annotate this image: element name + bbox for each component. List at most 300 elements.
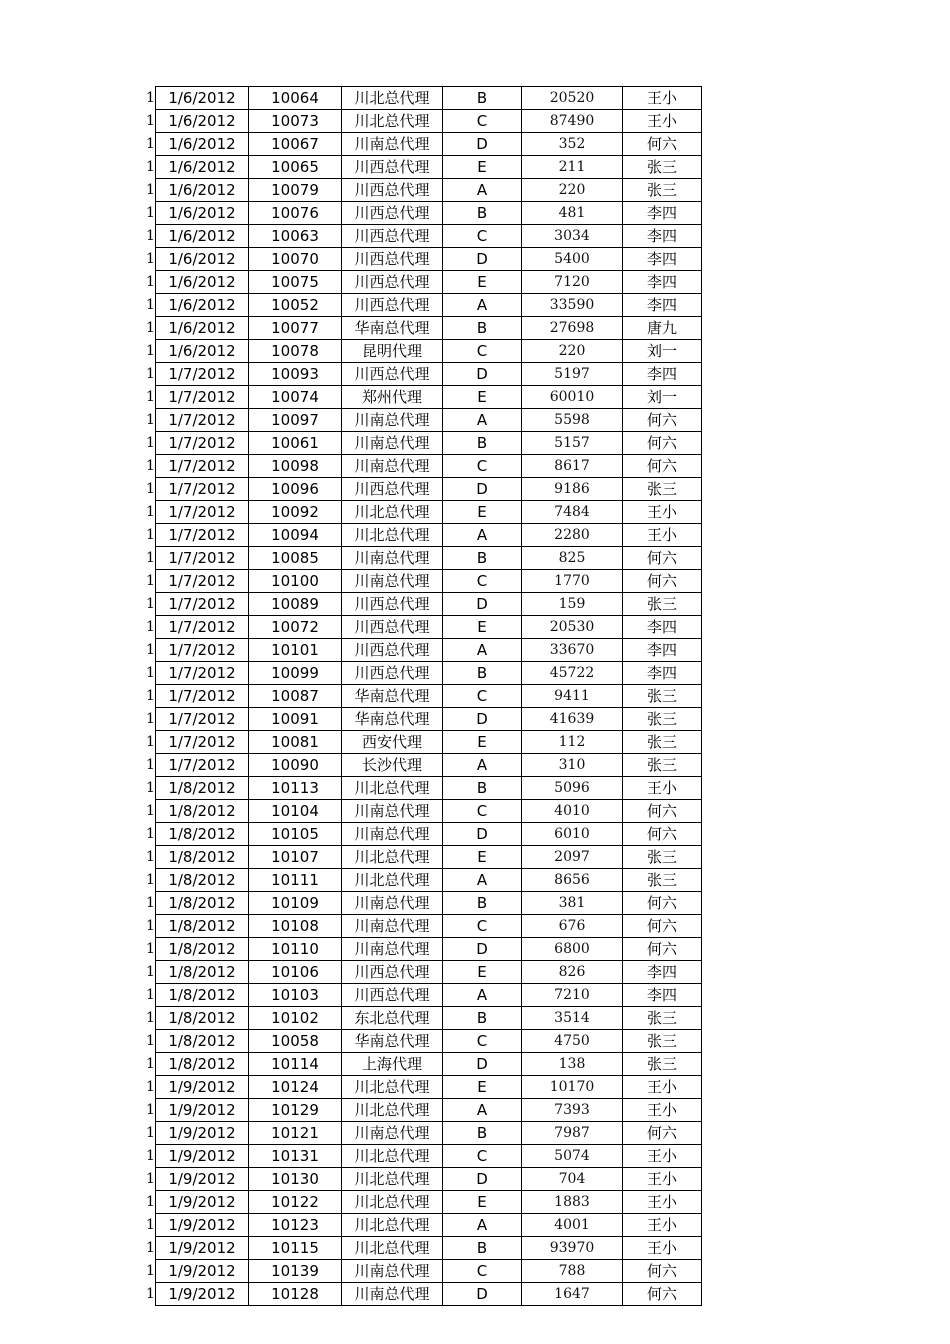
salesperson-cell[interactable]: 何六 xyxy=(623,800,702,823)
order-id-cell[interactable]: 10115 xyxy=(249,1237,342,1260)
order-id-cell[interactable]: 10070 xyxy=(249,248,342,271)
category-cell[interactable]: B xyxy=(443,87,522,110)
date-cell[interactable]: 1/8/2012 xyxy=(156,823,249,846)
salesperson-cell[interactable]: 李四 xyxy=(623,271,702,294)
salesperson-cell[interactable]: 何六 xyxy=(623,1260,702,1283)
agent-cell[interactable]: 川南总代理 xyxy=(342,547,443,570)
order-id-cell[interactable]: 10106 xyxy=(249,961,342,984)
order-id-cell[interactable]: 10123 xyxy=(249,1214,342,1237)
row-index-cell[interactable]: 1 xyxy=(146,1260,156,1283)
row-index-cell[interactable]: 1 xyxy=(146,869,156,892)
row-index-cell[interactable]: 1 xyxy=(146,409,156,432)
agent-cell[interactable]: 川北总代理 xyxy=(342,1145,443,1168)
category-cell[interactable]: A xyxy=(443,754,522,777)
row-index-cell[interactable]: 1 xyxy=(146,892,156,915)
amount-cell[interactable]: 5074 xyxy=(522,1145,623,1168)
agent-cell[interactable]: 川西总代理 xyxy=(342,294,443,317)
amount-cell[interactable]: 7987 xyxy=(522,1122,623,1145)
amount-cell[interactable]: 352 xyxy=(522,133,623,156)
agent-cell[interactable]: 川北总代理 xyxy=(342,110,443,133)
category-cell[interactable]: C xyxy=(443,1260,522,1283)
salesperson-cell[interactable]: 张三 xyxy=(623,593,702,616)
order-id-cell[interactable]: 10102 xyxy=(249,1007,342,1030)
salesperson-cell[interactable]: 何六 xyxy=(623,1122,702,1145)
date-cell[interactable]: 1/8/2012 xyxy=(156,1030,249,1053)
agent-cell[interactable]: 川南总代理 xyxy=(342,915,443,938)
order-id-cell[interactable]: 10089 xyxy=(249,593,342,616)
order-id-cell[interactable]: 10105 xyxy=(249,823,342,846)
agent-cell[interactable]: 川南总代理 xyxy=(342,1283,443,1306)
order-id-cell[interactable]: 10067 xyxy=(249,133,342,156)
row-index-cell[interactable]: 1 xyxy=(146,271,156,294)
salesperson-cell[interactable]: 何六 xyxy=(623,547,702,570)
category-cell[interactable]: D xyxy=(443,708,522,731)
category-cell[interactable]: D xyxy=(443,1283,522,1306)
salesperson-cell[interactable]: 王小 xyxy=(623,1145,702,1168)
salesperson-cell[interactable]: 张三 xyxy=(623,179,702,202)
date-cell[interactable]: 1/9/2012 xyxy=(156,1099,249,1122)
agent-cell[interactable]: 川南总代理 xyxy=(342,823,443,846)
salesperson-cell[interactable]: 李四 xyxy=(623,662,702,685)
row-index-cell[interactable]: 1 xyxy=(146,1214,156,1237)
category-cell[interactable]: C xyxy=(443,915,522,938)
agent-cell[interactable]: 川南总代理 xyxy=(342,455,443,478)
salesperson-cell[interactable]: 张三 xyxy=(623,478,702,501)
row-index-cell[interactable]: 1 xyxy=(146,662,156,685)
agent-cell[interactable]: 川北总代理 xyxy=(342,1099,443,1122)
order-id-cell[interactable]: 10111 xyxy=(249,869,342,892)
amount-cell[interactable]: 10170 xyxy=(522,1076,623,1099)
category-cell[interactable]: A xyxy=(443,639,522,662)
agent-cell[interactable]: 川南总代理 xyxy=(342,800,443,823)
date-cell[interactable]: 1/8/2012 xyxy=(156,915,249,938)
agent-cell[interactable]: 西安代理 xyxy=(342,731,443,754)
agent-cell[interactable]: 川西总代理 xyxy=(342,984,443,1007)
amount-cell[interactable]: 4010 xyxy=(522,800,623,823)
salesperson-cell[interactable]: 张三 xyxy=(623,1053,702,1076)
order-id-cell[interactable]: 10092 xyxy=(249,501,342,524)
amount-cell[interactable]: 5598 xyxy=(522,409,623,432)
date-cell[interactable]: 1/6/2012 xyxy=(156,317,249,340)
salesperson-cell[interactable]: 李四 xyxy=(623,294,702,317)
amount-cell[interactable]: 5400 xyxy=(522,248,623,271)
amount-cell[interactable]: 9411 xyxy=(522,685,623,708)
order-id-cell[interactable]: 10085 xyxy=(249,547,342,570)
date-cell[interactable]: 1/9/2012 xyxy=(156,1283,249,1306)
order-id-cell[interactable]: 10064 xyxy=(249,87,342,110)
order-id-cell[interactable]: 10121 xyxy=(249,1122,342,1145)
agent-cell[interactable]: 川南总代理 xyxy=(342,133,443,156)
row-index-cell[interactable]: 1 xyxy=(146,547,156,570)
amount-cell[interactable]: 220 xyxy=(522,179,623,202)
date-cell[interactable]: 1/7/2012 xyxy=(156,455,249,478)
agent-cell[interactable]: 郑州代理 xyxy=(342,386,443,409)
order-id-cell[interactable]: 10091 xyxy=(249,708,342,731)
salesperson-cell[interactable]: 何六 xyxy=(623,938,702,961)
agent-cell[interactable]: 川北总代理 xyxy=(342,846,443,869)
row-index-cell[interactable]: 1 xyxy=(146,133,156,156)
agent-cell[interactable]: 华南总代理 xyxy=(342,685,443,708)
order-id-cell[interactable]: 10103 xyxy=(249,984,342,1007)
date-cell[interactable]: 1/6/2012 xyxy=(156,179,249,202)
amount-cell[interactable]: 825 xyxy=(522,547,623,570)
row-index-cell[interactable]: 1 xyxy=(146,731,156,754)
salesperson-cell[interactable]: 张三 xyxy=(623,846,702,869)
row-index-cell[interactable]: 1 xyxy=(146,386,156,409)
category-cell[interactable]: D xyxy=(443,823,522,846)
order-id-cell[interactable]: 10099 xyxy=(249,662,342,685)
salesperson-cell[interactable]: 张三 xyxy=(623,1007,702,1030)
category-cell[interactable]: E xyxy=(443,386,522,409)
category-cell[interactable]: E xyxy=(443,501,522,524)
order-id-cell[interactable]: 10108 xyxy=(249,915,342,938)
category-cell[interactable]: E xyxy=(443,731,522,754)
salesperson-cell[interactable]: 李四 xyxy=(623,225,702,248)
salesperson-cell[interactable]: 王小 xyxy=(623,1191,702,1214)
amount-cell[interactable]: 481 xyxy=(522,202,623,225)
date-cell[interactable]: 1/9/2012 xyxy=(156,1076,249,1099)
agent-cell[interactable]: 川北总代理 xyxy=(342,1191,443,1214)
amount-cell[interactable]: 310 xyxy=(522,754,623,777)
date-cell[interactable]: 1/7/2012 xyxy=(156,639,249,662)
category-cell[interactable]: B xyxy=(443,432,522,455)
date-cell[interactable]: 1/7/2012 xyxy=(156,708,249,731)
order-id-cell[interactable]: 10100 xyxy=(249,570,342,593)
amount-cell[interactable]: 112 xyxy=(522,731,623,754)
row-index-cell[interactable]: 1 xyxy=(146,915,156,938)
date-cell[interactable]: 1/7/2012 xyxy=(156,547,249,570)
date-cell[interactable]: 1/6/2012 xyxy=(156,340,249,363)
salesperson-cell[interactable]: 王小 xyxy=(623,1237,702,1260)
amount-cell[interactable]: 45722 xyxy=(522,662,623,685)
row-index-cell[interactable]: 1 xyxy=(146,248,156,271)
agent-cell[interactable]: 华南总代理 xyxy=(342,317,443,340)
date-cell[interactable]: 1/7/2012 xyxy=(156,386,249,409)
category-cell[interactable]: B xyxy=(443,317,522,340)
salesperson-cell[interactable]: 张三 xyxy=(623,708,702,731)
row-index-cell[interactable]: 1 xyxy=(146,1053,156,1076)
agent-cell[interactable]: 川西总代理 xyxy=(342,662,443,685)
salesperson-cell[interactable]: 何六 xyxy=(623,915,702,938)
salesperson-cell[interactable]: 何六 xyxy=(623,570,702,593)
row-index-cell[interactable]: 1 xyxy=(146,800,156,823)
date-cell[interactable]: 1/8/2012 xyxy=(156,892,249,915)
salesperson-cell[interactable]: 王小 xyxy=(623,87,702,110)
date-cell[interactable]: 1/6/2012 xyxy=(156,225,249,248)
amount-cell[interactable]: 41639 xyxy=(522,708,623,731)
salesperson-cell[interactable]: 何六 xyxy=(623,409,702,432)
category-cell[interactable]: B xyxy=(443,202,522,225)
order-id-cell[interactable]: 10078 xyxy=(249,340,342,363)
row-index-cell[interactable]: 1 xyxy=(146,1283,156,1306)
agent-cell[interactable]: 川北总代理 xyxy=(342,1168,443,1191)
agent-cell[interactable]: 川西总代理 xyxy=(342,271,443,294)
date-cell[interactable]: 1/8/2012 xyxy=(156,846,249,869)
date-cell[interactable]: 1/7/2012 xyxy=(156,363,249,386)
date-cell[interactable]: 1/9/2012 xyxy=(156,1122,249,1145)
amount-cell[interactable]: 5197 xyxy=(522,363,623,386)
salesperson-cell[interactable]: 张三 xyxy=(623,754,702,777)
date-cell[interactable]: 1/6/2012 xyxy=(156,133,249,156)
date-cell[interactable]: 1/9/2012 xyxy=(156,1237,249,1260)
category-cell[interactable]: D xyxy=(443,938,522,961)
date-cell[interactable]: 1/7/2012 xyxy=(156,501,249,524)
salesperson-cell[interactable]: 张三 xyxy=(623,685,702,708)
salesperson-cell[interactable]: 张三 xyxy=(623,1030,702,1053)
category-cell[interactable]: C xyxy=(443,1030,522,1053)
amount-cell[interactable]: 4001 xyxy=(522,1214,623,1237)
order-id-cell[interactable]: 10114 xyxy=(249,1053,342,1076)
agent-cell[interactable]: 川北总代理 xyxy=(342,501,443,524)
category-cell[interactable]: C xyxy=(443,1145,522,1168)
category-cell[interactable]: A xyxy=(443,294,522,317)
order-id-cell[interactable]: 10101 xyxy=(249,639,342,662)
agent-cell[interactable]: 川西总代理 xyxy=(342,248,443,271)
date-cell[interactable]: 1/8/2012 xyxy=(156,1053,249,1076)
category-cell[interactable]: E xyxy=(443,616,522,639)
salesperson-cell[interactable]: 李四 xyxy=(623,248,702,271)
amount-cell[interactable]: 381 xyxy=(522,892,623,915)
salesperson-cell[interactable]: 李四 xyxy=(623,639,702,662)
agent-cell[interactable]: 川北总代理 xyxy=(342,1237,443,1260)
amount-cell[interactable]: 7393 xyxy=(522,1099,623,1122)
agent-cell[interactable]: 上海代理 xyxy=(342,1053,443,1076)
row-index-cell[interactable]: 1 xyxy=(146,225,156,248)
category-cell[interactable]: A xyxy=(443,409,522,432)
date-cell[interactable]: 1/9/2012 xyxy=(156,1145,249,1168)
salesperson-cell[interactable]: 何六 xyxy=(623,823,702,846)
agent-cell[interactable]: 川西总代理 xyxy=(342,363,443,386)
row-index-cell[interactable]: 1 xyxy=(146,846,156,869)
date-cell[interactable]: 1/6/2012 xyxy=(156,294,249,317)
salesperson-cell[interactable]: 何六 xyxy=(623,1283,702,1306)
row-index-cell[interactable]: 1 xyxy=(146,1122,156,1145)
date-cell[interactable]: 1/7/2012 xyxy=(156,754,249,777)
amount-cell[interactable]: 704 xyxy=(522,1168,623,1191)
order-id-cell[interactable]: 10104 xyxy=(249,800,342,823)
row-index-cell[interactable]: 1 xyxy=(146,501,156,524)
agent-cell[interactable]: 川北总代理 xyxy=(342,1076,443,1099)
order-id-cell[interactable]: 10097 xyxy=(249,409,342,432)
agent-cell[interactable]: 川西总代理 xyxy=(342,179,443,202)
salesperson-cell[interactable]: 王小 xyxy=(623,1076,702,1099)
order-id-cell[interactable]: 10075 xyxy=(249,271,342,294)
category-cell[interactable]: E xyxy=(443,1076,522,1099)
order-id-cell[interactable]: 10061 xyxy=(249,432,342,455)
salesperson-cell[interactable]: 张三 xyxy=(623,731,702,754)
category-cell[interactable]: E xyxy=(443,156,522,179)
agent-cell[interactable]: 川南总代理 xyxy=(342,409,443,432)
salesperson-cell[interactable]: 王小 xyxy=(623,777,702,800)
agent-cell[interactable]: 川北总代理 xyxy=(342,524,443,547)
row-index-cell[interactable]: 1 xyxy=(146,1099,156,1122)
date-cell[interactable]: 1/9/2012 xyxy=(156,1191,249,1214)
category-cell[interactable]: B xyxy=(443,777,522,800)
row-index-cell[interactable]: 1 xyxy=(146,1030,156,1053)
row-index-cell[interactable]: 1 xyxy=(146,984,156,1007)
category-cell[interactable]: D xyxy=(443,1053,522,1076)
order-id-cell[interactable]: 10063 xyxy=(249,225,342,248)
order-id-cell[interactable]: 10081 xyxy=(249,731,342,754)
amount-cell[interactable]: 27698 xyxy=(522,317,623,340)
category-cell[interactable]: D xyxy=(443,133,522,156)
agent-cell[interactable]: 昆明代理 xyxy=(342,340,443,363)
amount-cell[interactable]: 60010 xyxy=(522,386,623,409)
amount-cell[interactable]: 7210 xyxy=(522,984,623,1007)
agent-cell[interactable]: 川南总代理 xyxy=(342,938,443,961)
salesperson-cell[interactable]: 何六 xyxy=(623,133,702,156)
salesperson-cell[interactable]: 王小 xyxy=(623,501,702,524)
salesperson-cell[interactable]: 李四 xyxy=(623,202,702,225)
order-id-cell[interactable]: 10130 xyxy=(249,1168,342,1191)
salesperson-cell[interactable]: 王小 xyxy=(623,1214,702,1237)
amount-cell[interactable]: 211 xyxy=(522,156,623,179)
order-id-cell[interactable]: 10065 xyxy=(249,156,342,179)
order-id-cell[interactable]: 10052 xyxy=(249,294,342,317)
amount-cell[interactable]: 2280 xyxy=(522,524,623,547)
date-cell[interactable]: 1/8/2012 xyxy=(156,777,249,800)
date-cell[interactable]: 1/8/2012 xyxy=(156,869,249,892)
agent-cell[interactable]: 长沙代理 xyxy=(342,754,443,777)
agent-cell[interactable]: 川西总代理 xyxy=(342,202,443,225)
order-id-cell[interactable]: 10077 xyxy=(249,317,342,340)
agent-cell[interactable]: 川西总代理 xyxy=(342,156,443,179)
date-cell[interactable]: 1/7/2012 xyxy=(156,685,249,708)
row-index-cell[interactable]: 1 xyxy=(146,87,156,110)
row-index-cell[interactable]: 1 xyxy=(146,777,156,800)
salesperson-cell[interactable]: 王小 xyxy=(623,110,702,133)
category-cell[interactable]: C xyxy=(443,800,522,823)
order-id-cell[interactable]: 10090 xyxy=(249,754,342,777)
date-cell[interactable]: 1/7/2012 xyxy=(156,731,249,754)
amount-cell[interactable]: 8656 xyxy=(522,869,623,892)
amount-cell[interactable]: 20530 xyxy=(522,616,623,639)
date-cell[interactable]: 1/7/2012 xyxy=(156,570,249,593)
amount-cell[interactable]: 7484 xyxy=(522,501,623,524)
salesperson-cell[interactable]: 何六 xyxy=(623,892,702,915)
salesperson-cell[interactable]: 王小 xyxy=(623,1168,702,1191)
row-index-cell[interactable]: 1 xyxy=(146,708,156,731)
agent-cell[interactable]: 川南总代理 xyxy=(342,1260,443,1283)
salesperson-cell[interactable]: 李四 xyxy=(623,616,702,639)
agent-cell[interactable]: 川西总代理 xyxy=(342,961,443,984)
order-id-cell[interactable]: 10076 xyxy=(249,202,342,225)
row-index-cell[interactable]: 1 xyxy=(146,179,156,202)
row-index-cell[interactable]: 1 xyxy=(146,570,156,593)
date-cell[interactable]: 1/6/2012 xyxy=(156,87,249,110)
row-index-cell[interactable]: 1 xyxy=(146,455,156,478)
agent-cell[interactable]: 川南总代理 xyxy=(342,570,443,593)
salesperson-cell[interactable]: 王小 xyxy=(623,1099,702,1122)
date-cell[interactable]: 1/8/2012 xyxy=(156,938,249,961)
agent-cell[interactable]: 川北总代理 xyxy=(342,87,443,110)
order-id-cell[interactable]: 10087 xyxy=(249,685,342,708)
category-cell[interactable]: B xyxy=(443,1007,522,1030)
agent-cell[interactable]: 川南总代理 xyxy=(342,1122,443,1145)
amount-cell[interactable]: 826 xyxy=(522,961,623,984)
row-index-cell[interactable]: 1 xyxy=(146,1145,156,1168)
agent-cell[interactable]: 川北总代理 xyxy=(342,1214,443,1237)
row-index-cell[interactable]: 1 xyxy=(146,639,156,662)
order-id-cell[interactable]: 10131 xyxy=(249,1145,342,1168)
date-cell[interactable]: 1/7/2012 xyxy=(156,616,249,639)
order-id-cell[interactable]: 10109 xyxy=(249,892,342,915)
order-id-cell[interactable]: 10094 xyxy=(249,524,342,547)
row-index-cell[interactable]: 1 xyxy=(146,1191,156,1214)
row-index-cell[interactable]: 1 xyxy=(146,110,156,133)
agent-cell[interactable]: 川北总代理 xyxy=(342,777,443,800)
row-index-cell[interactable]: 1 xyxy=(146,1237,156,1260)
date-cell[interactable]: 1/9/2012 xyxy=(156,1168,249,1191)
date-cell[interactable]: 1/6/2012 xyxy=(156,271,249,294)
date-cell[interactable]: 1/6/2012 xyxy=(156,248,249,271)
amount-cell[interactable]: 1883 xyxy=(522,1191,623,1214)
amount-cell[interactable]: 8617 xyxy=(522,455,623,478)
agent-cell[interactable]: 东北总代理 xyxy=(342,1007,443,1030)
salesperson-cell[interactable]: 李四 xyxy=(623,984,702,1007)
amount-cell[interactable]: 6800 xyxy=(522,938,623,961)
order-id-cell[interactable]: 10058 xyxy=(249,1030,342,1053)
category-cell[interactable]: B xyxy=(443,1237,522,1260)
row-index-cell[interactable]: 1 xyxy=(146,294,156,317)
category-cell[interactable]: A xyxy=(443,179,522,202)
agent-cell[interactable]: 川西总代理 xyxy=(342,593,443,616)
category-cell[interactable]: C xyxy=(443,570,522,593)
date-cell[interactable]: 1/8/2012 xyxy=(156,984,249,1007)
salesperson-cell[interactable]: 李四 xyxy=(623,363,702,386)
row-index-cell[interactable]: 1 xyxy=(146,524,156,547)
date-cell[interactable]: 1/6/2012 xyxy=(156,202,249,225)
order-id-cell[interactable]: 10074 xyxy=(249,386,342,409)
row-index-cell[interactable]: 1 xyxy=(146,156,156,179)
date-cell[interactable]: 1/9/2012 xyxy=(156,1260,249,1283)
salesperson-cell[interactable]: 唐九 xyxy=(623,317,702,340)
amount-cell[interactable]: 3034 xyxy=(522,225,623,248)
order-id-cell[interactable]: 10073 xyxy=(249,110,342,133)
amount-cell[interactable]: 159 xyxy=(522,593,623,616)
amount-cell[interactable]: 1770 xyxy=(522,570,623,593)
category-cell[interactable]: C xyxy=(443,685,522,708)
amount-cell[interactable]: 5157 xyxy=(522,432,623,455)
category-cell[interactable]: D xyxy=(443,478,522,501)
row-index-cell[interactable]: 1 xyxy=(146,1007,156,1030)
category-cell[interactable]: D xyxy=(443,363,522,386)
category-cell[interactable]: D xyxy=(443,593,522,616)
amount-cell[interactable]: 788 xyxy=(522,1260,623,1283)
amount-cell[interactable]: 9186 xyxy=(522,478,623,501)
order-id-cell[interactable]: 10107 xyxy=(249,846,342,869)
amount-cell[interactable]: 7120 xyxy=(522,271,623,294)
salesperson-cell[interactable]: 何六 xyxy=(623,455,702,478)
category-cell[interactable]: D xyxy=(443,248,522,271)
row-index-cell[interactable]: 1 xyxy=(146,478,156,501)
amount-cell[interactable]: 5096 xyxy=(522,777,623,800)
salesperson-cell[interactable]: 刘一 xyxy=(623,340,702,363)
salesperson-cell[interactable]: 张三 xyxy=(623,869,702,892)
agent-cell[interactable]: 川西总代理 xyxy=(342,225,443,248)
category-cell[interactable]: D xyxy=(443,1168,522,1191)
order-id-cell[interactable]: 10110 xyxy=(249,938,342,961)
salesperson-cell[interactable]: 李四 xyxy=(623,961,702,984)
category-cell[interactable]: E xyxy=(443,961,522,984)
row-index-cell[interactable]: 1 xyxy=(146,823,156,846)
order-id-cell[interactable]: 10079 xyxy=(249,179,342,202)
amount-cell[interactable]: 220 xyxy=(522,340,623,363)
date-cell[interactable]: 1/6/2012 xyxy=(156,156,249,179)
row-index-cell[interactable]: 1 xyxy=(146,961,156,984)
date-cell[interactable]: 1/7/2012 xyxy=(156,662,249,685)
category-cell[interactable]: C xyxy=(443,110,522,133)
